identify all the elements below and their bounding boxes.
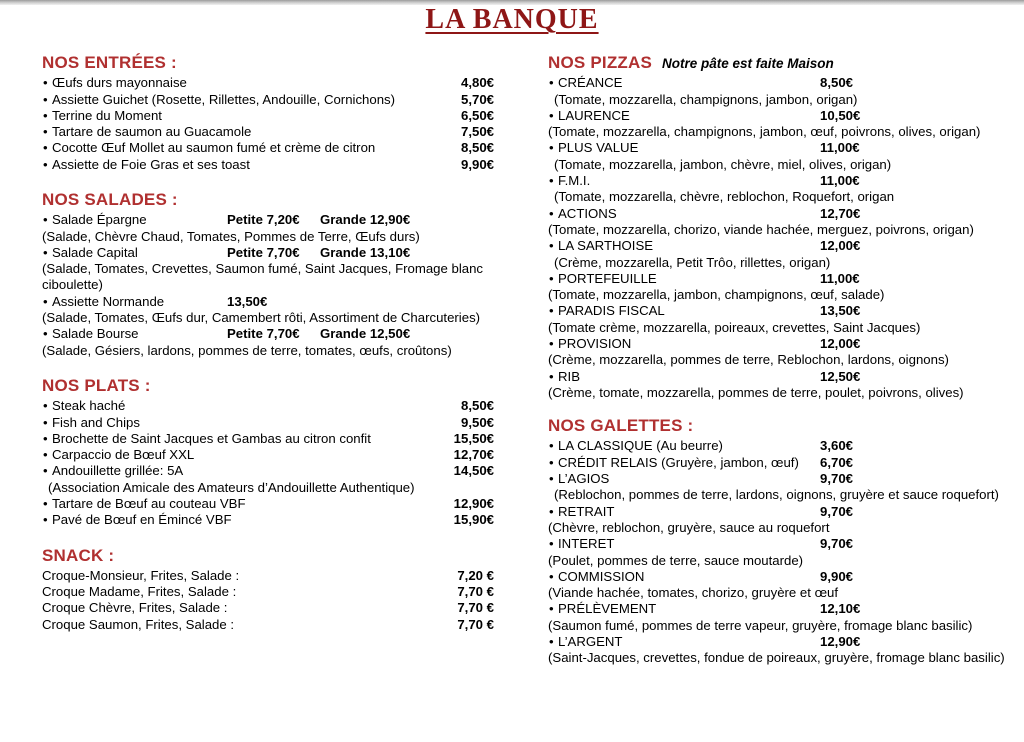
menu-item-price: 7,20 € bbox=[457, 567, 494, 583]
menu-item-row bbox=[548, 303, 998, 319]
menu-item-row bbox=[42, 212, 494, 228]
salades-item-list bbox=[42, 212, 494, 359]
menu-item-name: • Salade Épargne bbox=[42, 212, 147, 228]
menu-item-name: • RIB bbox=[548, 369, 580, 385]
menu-item-description: (Saumon fumé, pommes de terre vapeur, gruyère, fromage blanc basilic) bbox=[548, 617, 973, 633]
menu-item-row bbox=[42, 512, 494, 528]
menu-item-price: 10,50€ bbox=[820, 107, 861, 123]
menu-item-description: (Crème, mozzarella, pommes de terre, Reblochon, lardons, oignons) bbox=[548, 352, 949, 368]
menu-item-row bbox=[42, 140, 494, 156]
menu-item-price-grande: Grande 12,50€ bbox=[320, 326, 411, 342]
spacer bbox=[548, 403, 998, 415]
menu-item-name: • CRÉDIT RELAIS (Gruyère, jambon, œuf) bbox=[548, 455, 799, 471]
section-heading-pizzas bbox=[548, 52, 998, 73]
menu-item-row bbox=[548, 471, 998, 487]
section-heading-entrees: NOS ENTRÉES : bbox=[42, 53, 177, 72]
menu-item-row bbox=[548, 173, 998, 189]
menu-item-name: • Salade Capital bbox=[42, 245, 138, 261]
menu-item-price-grande: Grande 12,90€ bbox=[320, 212, 411, 228]
menu-item-price: 12,70€ bbox=[453, 447, 494, 463]
menu-item-name: • F.M.I. bbox=[548, 173, 590, 189]
section-heading-salades: NOS SALADES : bbox=[42, 190, 178, 210]
menu-item-name: • ACTIONS bbox=[548, 206, 617, 222]
menu-item-row bbox=[548, 140, 998, 156]
menu-item-price: 3,60€ bbox=[820, 438, 854, 454]
menu-item-price: 11,00€ bbox=[820, 173, 860, 189]
menu-item-row bbox=[548, 108, 998, 124]
menu-item-name: • Carpaccio de Bœuf XXL bbox=[42, 447, 194, 463]
menu-item-price: 11,00€ bbox=[820, 270, 860, 286]
page-title: LA BANQUE bbox=[425, 4, 599, 35]
menu-item-name: Croque-Monsieur, Frites, Salade : bbox=[42, 567, 240, 583]
menu-item-row bbox=[42, 157, 494, 173]
menu-item-price: 8,50€ bbox=[460, 140, 494, 156]
menu-item-description: (Association Amicale des Amateurs d’Andouillette Authentique) bbox=[48, 479, 415, 495]
right-column bbox=[548, 52, 1005, 669]
menu-item-price: 13,50€ bbox=[227, 293, 268, 309]
menu-item-description: (Saint-Jacques, crevettes, fondue de poireaux, gruyère, fromage blanc basilic) bbox=[548, 650, 1005, 666]
menu-item-row bbox=[548, 601, 998, 617]
menu-item-price: 7,70 € bbox=[457, 600, 494, 616]
menu-item-price-petite: Petite 7,70€ bbox=[227, 326, 300, 342]
menu-item-description: (Salade, Gésiers, lardons, pommes de terre, tomates, œufs, croûtons) bbox=[42, 342, 452, 358]
menu-item-price: 14,50€ bbox=[453, 463, 494, 479]
menu-item-row bbox=[42, 600, 494, 616]
menu-item-row bbox=[548, 206, 998, 222]
menu-item-row bbox=[548, 271, 998, 287]
menu-item-name: • Pavé de Bœuf en Émincé VBF bbox=[42, 512, 232, 528]
menu-item-description: (Reblochon, pommes de terre, lardons, oignons, gruyère et sauce roquefort) bbox=[554, 487, 999, 503]
menu-item-name: • RETRAIT bbox=[548, 504, 614, 520]
menu-item-description: (Tomate, mozzarella, champignons, jambon, origan) bbox=[554, 91, 858, 107]
menu-item-name: • LAURENCE bbox=[548, 108, 630, 124]
menu-item-price: 8,50€ bbox=[820, 75, 854, 91]
menu-item-row bbox=[42, 92, 494, 108]
menu-item-price: 9,90€ bbox=[460, 156, 494, 172]
menu-item-name: Croque Chèvre, Frites, Salade : bbox=[42, 600, 228, 616]
menu-item-name: • Œufs durs mayonnaise bbox=[42, 75, 187, 91]
menu-item-price: 8,50€ bbox=[460, 398, 494, 414]
menu-item-price: 12,70€ bbox=[820, 205, 861, 221]
menu-item-name: Croque Madame, Frites, Salade : bbox=[42, 584, 237, 600]
menu-item-price: 12,00€ bbox=[820, 336, 861, 351]
menu-item-price: 7,70 € bbox=[457, 616, 494, 632]
section-subtitle-pizzas: Notre pâte est faite Maison bbox=[662, 56, 834, 71]
menu-item-description: (Chèvre, reblochon, gruyère, sauce au roquefort bbox=[548, 519, 830, 535]
menu-item-row bbox=[548, 75, 998, 91]
menu-item-name: • PROVISION bbox=[548, 336, 631, 352]
menu-item-description: (Tomate, mozzarella, champignons, jambon, œuf, poivrons, olives, origan) bbox=[548, 124, 981, 140]
menu-item-name: • Tartare de Bœuf au couteau VBF bbox=[42, 496, 246, 512]
menu-item-name: • Tartare de saumon au Guacamole bbox=[42, 124, 251, 140]
menu-item-name: • COMMISSION bbox=[548, 569, 644, 585]
menu-item-price: 9,50€ bbox=[460, 414, 494, 430]
menu-item-description: (Tomate, mozzarella, jambon, chèvre, miel, olives, origan) bbox=[554, 156, 892, 172]
menu-item-name: • Terrine du Moment bbox=[42, 108, 162, 124]
menu-item-row bbox=[42, 431, 494, 447]
menu-item-price: 12,10€ bbox=[820, 601, 861, 617]
menu-item-row bbox=[42, 245, 494, 261]
menu-item-name: • Assiette de Foie Gras et ses toast bbox=[42, 157, 250, 173]
menu-item-row bbox=[42, 108, 494, 124]
menu-item-name: • Steak haché bbox=[42, 398, 125, 414]
menu-item-description: (Tomate crème, mozzarella, poireaux, crevettes, Saint Jacques) bbox=[548, 319, 921, 335]
menu-item-price: 4,80€ bbox=[460, 75, 494, 91]
menu-item-row bbox=[42, 398, 494, 414]
pizzas-item-list bbox=[548, 75, 998, 401]
menu-item-row bbox=[42, 568, 494, 584]
menu-item-row bbox=[548, 238, 998, 254]
galettes-item-list bbox=[548, 438, 1005, 666]
menu-item-name: Croque Saumon, Frites, Salade : bbox=[42, 616, 235, 632]
section-pizzas bbox=[548, 52, 998, 401]
menu-item-price: 12,00€ bbox=[820, 238, 861, 254]
menu-item-description: (Salade, Chèvre Chaud, Tomates, Pommes de Terre, Œufs durs) bbox=[42, 228, 420, 244]
menu-item-price: 15,50€ bbox=[453, 430, 494, 446]
left-column bbox=[42, 52, 494, 635]
menu-item-row bbox=[42, 617, 494, 633]
menu-item-name: • PARADIS FISCAL bbox=[548, 303, 665, 319]
menu-item-price: 15,90€ bbox=[453, 512, 494, 528]
menu-item-name: • PRÉLÈVEMENT bbox=[548, 601, 656, 617]
section-heading-galettes: NOS GALETTES : bbox=[548, 416, 694, 436]
menu-item-price: 6,70€ bbox=[820, 454, 854, 470]
menu-item-name: • L’ARGENT bbox=[548, 634, 623, 650]
menu-item-price: 6,50€ bbox=[460, 107, 494, 123]
section-salades bbox=[42, 189, 494, 359]
menu-item-row bbox=[548, 336, 998, 352]
menu-item-row bbox=[548, 369, 998, 385]
menu-item-row bbox=[42, 75, 494, 91]
menu-item-price: 12,90€ bbox=[820, 634, 861, 649]
section-snack bbox=[42, 545, 494, 633]
menu-item-name: • Fish and Chips bbox=[42, 415, 140, 431]
menu-item-price: 9,70€ bbox=[820, 536, 854, 552]
menu-item-price: 9,70€ bbox=[820, 503, 854, 519]
menu-item-row bbox=[548, 569, 998, 585]
snack-item-list bbox=[42, 568, 494, 633]
menu-item-price: 5,70€ bbox=[460, 91, 494, 107]
menu-item-description: (Crème, mozzarella, Petit Trôo, rillettes, origan) bbox=[554, 254, 831, 270]
menu-item-price: 9,90€ bbox=[820, 568, 854, 584]
menu-item-row bbox=[42, 124, 494, 140]
menu-item-price: 12,50€ bbox=[820, 368, 861, 384]
menu-item-name: • Cocotte Œuf Mollet au saumon fumé et crème de citron bbox=[42, 140, 375, 156]
menu-item-description: (Salade, Tomates, Œufs dur, Camembert rôti, Assortiment de Charcuteries) bbox=[42, 310, 481, 326]
menu-item-price: 11,00€ bbox=[820, 140, 860, 156]
menu-item-price-grande: Grande 13,10€ bbox=[320, 244, 411, 260]
menu-item-row bbox=[548, 504, 998, 520]
menu-item-description: (Poulet, pommes de terre, sauce moutarde) bbox=[548, 552, 804, 568]
section-heading-plats: NOS PLATS : bbox=[42, 375, 151, 395]
menu-item-name: • INTERET bbox=[548, 536, 614, 552]
menu-item-price: 9,70€ bbox=[820, 471, 854, 487]
section-heading-snack: SNACK : bbox=[42, 545, 115, 565]
menu-item-price: 12,90€ bbox=[453, 495, 494, 511]
entrees-item-list bbox=[42, 75, 494, 173]
menu-item-price-petite: Petite 7,70€ bbox=[227, 244, 300, 260]
menu-item-row bbox=[548, 438, 998, 454]
menu-item-name: • Andouillette grillée: 5A bbox=[42, 463, 183, 479]
section-plats bbox=[42, 375, 494, 529]
menu-item-row bbox=[42, 496, 494, 512]
section-entrees bbox=[42, 52, 494, 173]
menu-item-description: (Tomate, mozzarella, chorizo, viande hachée, merguez, poivrons, origan) bbox=[548, 221, 974, 237]
menu-item-description: (Tomate, mozzarella, jambon, champignons, œuf, salade) bbox=[548, 287, 885, 303]
menu-item-description: (Crème, tomate, mozzarella, pommes de terre, poulet, poivrons, olives) bbox=[548, 384, 964, 400]
menu-item-price-petite: Petite 7,20€ bbox=[227, 212, 300, 228]
menu-item-name: • Assiette Normande bbox=[42, 294, 164, 310]
menu-item-name: • LA CLASSIQUE (Au beurre) bbox=[548, 438, 723, 454]
menu-item-description: (Viande hachée, tomates, chorizo, gruyère et œuf bbox=[548, 585, 839, 601]
menu-item-name: • PORTEFEUILLE bbox=[548, 271, 657, 287]
menu-item-row bbox=[548, 634, 998, 650]
section-galettes bbox=[548, 415, 1005, 666]
menu-item-name: • Salade Bourse bbox=[42, 326, 139, 342]
menu-item-description: ciboulette) bbox=[42, 277, 103, 293]
menu-item-price: 13,50€ bbox=[820, 303, 861, 319]
menu-item-row bbox=[42, 584, 494, 600]
menu-item-row bbox=[42, 294, 494, 310]
menu-item-price: 7,50€ bbox=[460, 124, 494, 140]
spacer bbox=[42, 361, 494, 375]
menu-item-name: • Brochette de Saint Jacques et Gambas au citron confit bbox=[42, 431, 371, 447]
menu-item-price: 7,70 € bbox=[457, 584, 494, 600]
menu-item-row bbox=[548, 455, 998, 471]
section-heading-pizzas-text: NOS PIZZAS bbox=[548, 53, 653, 72]
menu-item-description: (Tomate, mozzarella, chèvre, reblochon, Roquefort, origan bbox=[554, 189, 895, 205]
menu-item-name: • CRÉANCE bbox=[548, 75, 622, 91]
menu-item-name: • L’AGIOS bbox=[548, 471, 609, 487]
spacer bbox=[42, 531, 494, 545]
menu-item-description: (Salade, Tomates, Crevettes, Saumon fumé, Saint Jacques, Fromage blanc bbox=[42, 261, 484, 277]
menu-item-row bbox=[42, 415, 494, 431]
menu-item-row bbox=[548, 536, 998, 552]
spacer bbox=[42, 175, 494, 189]
menu-item-name: • LA SARTHOISE bbox=[548, 238, 653, 254]
menu-item-row bbox=[42, 326, 494, 342]
menu-item-row bbox=[42, 447, 494, 463]
plats-item-list bbox=[42, 398, 494, 528]
menu-item-name: • Assiette Guichet (Rosette, Rillettes, Andouille, Cornichons) bbox=[42, 92, 395, 108]
menu-item-name: • PLUS VALUE bbox=[548, 140, 638, 156]
menu-item-row bbox=[42, 463, 494, 479]
